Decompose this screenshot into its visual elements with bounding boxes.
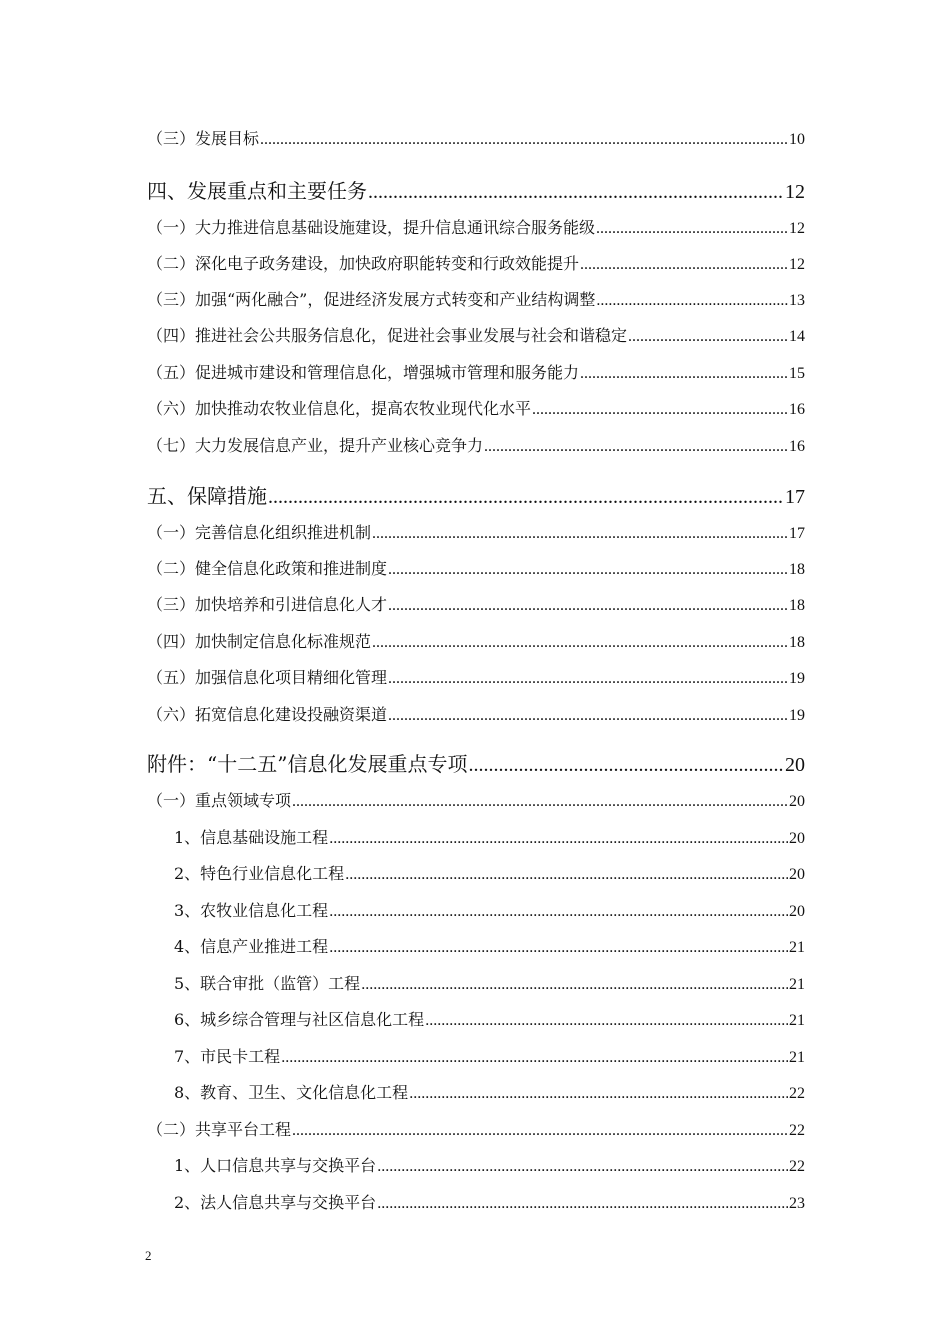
toc-entry-title: （五）加强信息化项目精细化管理 (147, 668, 388, 687)
toc-entry-title: 2、特色行业信息化工程 (174, 864, 345, 883)
toc-page-number: 18 (789, 561, 805, 578)
toc-dot-leader (268, 486, 784, 509)
toc-page-number: 16 (789, 401, 805, 418)
toc-entry[interactable] (174, 861, 805, 884)
toc-entry-title: 5、联合审批（监管）工程 (174, 974, 361, 993)
toc-dot-leader (372, 634, 788, 652)
toc-entry-title: （一）完善信息化组织推进机制 (147, 523, 372, 542)
toc-entry-title: （三）发展目标 (147, 129, 260, 148)
toc-dot-leader (596, 220, 788, 238)
toc-entry[interactable] (147, 215, 805, 238)
toc-entry-title: 五、保障措施 (147, 484, 267, 508)
toc-entry[interactable] (147, 175, 805, 204)
toc-entry-title: （二）健全信息化政策和推进制度 (147, 559, 388, 578)
toc-entry-title: （六）加快推动农牧业信息化，提高农牧业现代化水平 (147, 399, 532, 418)
toc-page-number: 21 (789, 939, 805, 956)
toc-page-number: 18 (789, 597, 805, 614)
toc-page-number: 20 (785, 754, 805, 776)
toc-dot-leader (628, 328, 788, 346)
toc-page-number: 21 (789, 976, 805, 993)
toc-page-number: 23 (789, 1195, 805, 1212)
toc-dot-leader (292, 1122, 788, 1140)
toc-page-number: 17 (785, 486, 805, 508)
toc-entry-title: 6、城乡综合管理与社区信息化工程 (174, 1010, 425, 1029)
toc-page-number: 12 (785, 181, 805, 203)
toc-page-number: 22 (789, 1122, 805, 1139)
toc-entry[interactable] (147, 788, 805, 811)
toc-page-number: 19 (789, 670, 805, 687)
toc-page-number: 18 (789, 634, 805, 651)
toc-dot-leader (388, 561, 788, 579)
toc-entry[interactable] (174, 1044, 805, 1067)
toc-dot-leader (329, 903, 788, 921)
toc-page-number: 20 (789, 903, 805, 920)
toc-dot-leader (377, 1195, 788, 1213)
toc-entry-title: 1、人口信息共享与交换平台 (174, 1156, 377, 1175)
toc-entry-title: 四、发展重点和主要任务 (147, 179, 367, 203)
toc-entry-title: （一）重点领域专项 (147, 791, 292, 810)
toc-dot-leader (596, 292, 788, 310)
toc-entry-title: （三）加快培养和引进信息化人才 (147, 595, 388, 614)
toc-entry[interactable] (174, 825, 805, 848)
toc-page-number: 20 (789, 793, 805, 810)
toc-entry[interactable] (174, 1007, 805, 1030)
toc-page-number: 21 (789, 1012, 805, 1029)
toc-page-number: 12 (789, 256, 805, 273)
toc-entry-title: 1、信息基础设施工程 (174, 828, 329, 847)
toc-dot-leader (580, 256, 788, 274)
toc-page-number: 13 (789, 292, 805, 309)
toc-page-number: 12 (789, 220, 805, 237)
toc-entry-title: （五）促进城市建设和管理信息化，增强城市管理和服务能力 (147, 363, 580, 382)
toc-entry-title: 附件：“十二五”信息化发展重点专项 (147, 752, 468, 776)
toc-dot-leader (329, 830, 788, 848)
toc-entry-title: 4、信息产业推进工程 (174, 937, 329, 956)
toc-entry[interactable] (147, 520, 805, 543)
toc-entry-title: （四）推进社会公共服务信息化，促进社会事业发展与社会和谐稳定 (147, 326, 628, 345)
toc-page-number: 17 (789, 525, 805, 542)
toc-entry[interactable] (147, 323, 805, 346)
toc-dot-leader (377, 1158, 788, 1176)
toc-dot-leader (388, 597, 788, 615)
toc-dot-leader (580, 365, 788, 383)
toc-dot-leader (409, 1085, 788, 1103)
toc-entry[interactable] (147, 665, 805, 688)
toc-entry[interactable] (147, 287, 805, 310)
toc-entry[interactable] (174, 898, 805, 921)
toc-page-number: 22 (789, 1158, 805, 1175)
toc-entry[interactable] (147, 126, 805, 149)
footer-page-number: 2 (145, 1248, 152, 1263)
toc-entry[interactable] (174, 1190, 805, 1213)
toc-entry[interactable] (174, 1153, 805, 1176)
toc-dot-leader (260, 131, 788, 149)
toc-entry[interactable] (147, 433, 805, 456)
toc-entry-title: 8、教育、卫生、文化信息化工程 (174, 1083, 409, 1102)
toc-entry-title: （七）大力发展信息产业，提升产业核心竞争力 (147, 436, 484, 455)
toc-entry[interactable] (147, 629, 805, 652)
toc-page-number: 15 (789, 365, 805, 382)
toc-entry-title: （二）深化电子政务建设，加快政府职能转变和行政效能提升 (147, 254, 580, 273)
toc-entry[interactable] (147, 396, 805, 419)
toc-entry[interactable] (147, 1117, 805, 1140)
toc-dot-leader (345, 866, 788, 884)
toc-entry-title: （六）拓宽信息化建设投融资渠道 (147, 705, 388, 724)
toc-dot-leader (532, 401, 788, 419)
toc-entry-title: 3、农牧业信息化工程 (174, 901, 329, 920)
toc-dot-leader (484, 438, 788, 456)
toc-page-number: 19 (789, 707, 805, 724)
toc-entry[interactable] (147, 480, 805, 509)
toc-page-number: 10 (789, 131, 805, 148)
toc-entry-title: （一）大力推进信息基础设施建设，提升信息通讯综合服务能级 (147, 218, 596, 237)
toc-page-number: 22 (789, 1085, 805, 1102)
toc-dot-leader (329, 939, 788, 957)
toc-dot-leader (372, 525, 788, 543)
toc-entry[interactable] (147, 251, 805, 274)
toc-dot-leader (368, 181, 784, 204)
toc-page-number: 20 (789, 830, 805, 847)
toc-page-number: 14 (789, 328, 805, 345)
toc-entry[interactable] (147, 360, 805, 383)
toc-page-number: 21 (789, 1049, 805, 1066)
toc-entry-title: 7、市民卡工程 (174, 1047, 281, 1066)
toc-dot-leader (361, 976, 788, 994)
toc-entry[interactable] (147, 592, 805, 615)
toc-dot-leader (281, 1049, 788, 1067)
toc-entry[interactable] (147, 556, 805, 579)
toc-entry[interactable] (147, 702, 805, 725)
toc-entry-title: （四）加快制定信息化标准规范 (147, 632, 372, 651)
toc-dot-leader (468, 754, 784, 777)
toc-entry[interactable] (174, 1080, 805, 1103)
toc-entry[interactable] (174, 934, 805, 957)
toc-entry[interactable] (147, 748, 805, 777)
toc-dot-leader (388, 670, 788, 688)
toc-entry[interactable] (174, 971, 805, 994)
toc-entry-title: 2、法人信息共享与交换平台 (174, 1193, 377, 1212)
toc-dot-leader (388, 707, 788, 725)
toc-page-number: 20 (789, 866, 805, 883)
toc-dot-leader (292, 793, 788, 811)
toc-entry-title: （三）加强“两化融合”，促进经济发展方式转变和产业结构调整 (147, 290, 596, 309)
toc-entry-title: （二）共享平台工程 (147, 1120, 292, 1139)
toc-dot-leader (425, 1012, 788, 1030)
toc-page-number: 16 (789, 438, 805, 455)
